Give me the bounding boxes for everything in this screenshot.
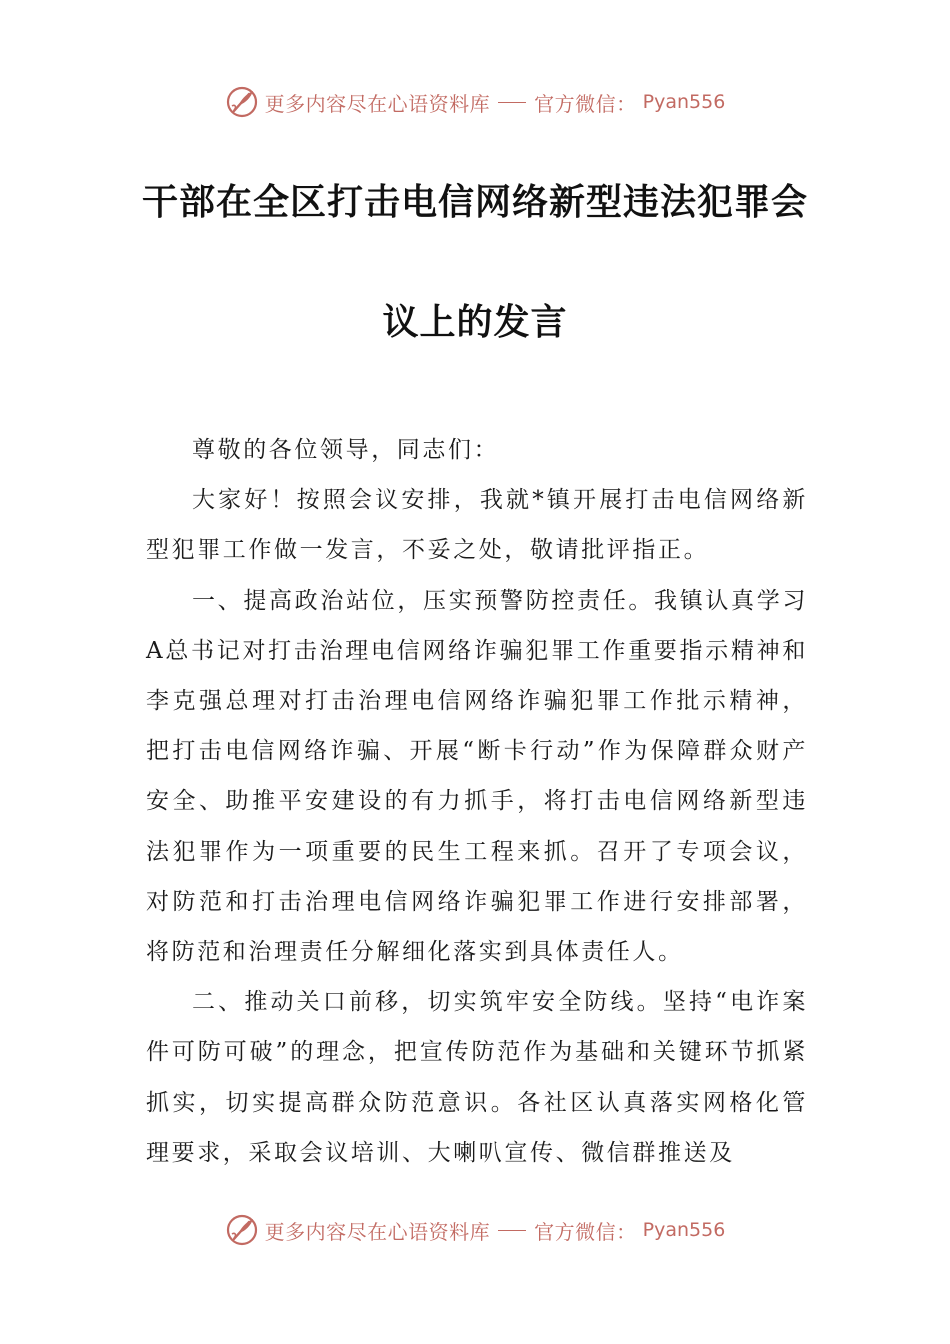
section-one-paragraph: 一、提高政治站位，压实预警防控责任。我镇认真学习A总书记对打击治理电信网络诈骗犯罪工作重要指示精神和李克强总理对打击治理电信网络诈骗犯罪工作批示精神，把打击电信网络诈骗、开展“断卡行动”作为保障群众财产安全、助推平安建设的有力抓手，将打击电信网络新型违法犯罪作为一项重要的民生工程来抓。召开了专项会议，对防范和打击治理电信网络诈骗犯罪工作进行安排部署，将防范和治理责任分解细化落实到具体责任人。	[146, 587, 808, 966]
quill-logo-icon	[225, 85, 259, 119]
quill-logo-icon	[225, 1213, 259, 1247]
watermark-account: Pyan556	[642, 91, 726, 113]
salutation-paragraph: 尊敬的各位领导，同志们：	[192, 437, 500, 463]
header-watermark	[0, 84, 950, 120]
page-title-line-1: 干部在全区打击电信网络新型违法犯罪会	[141, 182, 808, 223]
watermark-dash	[498, 102, 526, 103]
speech-body	[146, 425, 808, 1178]
watermark-label: 官方微信：	[534, 91, 637, 116]
footer-watermark	[0, 1212, 950, 1248]
opening-paragraph: 大家好！按照会议安排，我就*镇开展打击电信网络新型犯罪工作做一发言，不妥之处，敬请批评指正。	[146, 487, 808, 564]
watermark-label: 官方微信：	[534, 1219, 637, 1244]
watermark-main-text: 更多内容尽在心语资料库	[264, 1219, 491, 1244]
watermark-account: Pyan556	[642, 1219, 726, 1241]
page-title-line-2: 议上的发言	[382, 302, 568, 343]
watermark-dash	[498, 1230, 526, 1231]
watermark-main-text: 更多内容尽在心语资料库	[264, 91, 491, 116]
section-two-paragraph: 二、推动关口前移，切实筑牢安全防线。坚持“电诈案件可防可破”的理念，把宣传防范作为基础和关键环节抓紧抓实，切实提高群众防范意识。各社区认真落实网格化管理要求，采取会议培训、大喇叭宣传、微信群推送及	[146, 989, 808, 1166]
